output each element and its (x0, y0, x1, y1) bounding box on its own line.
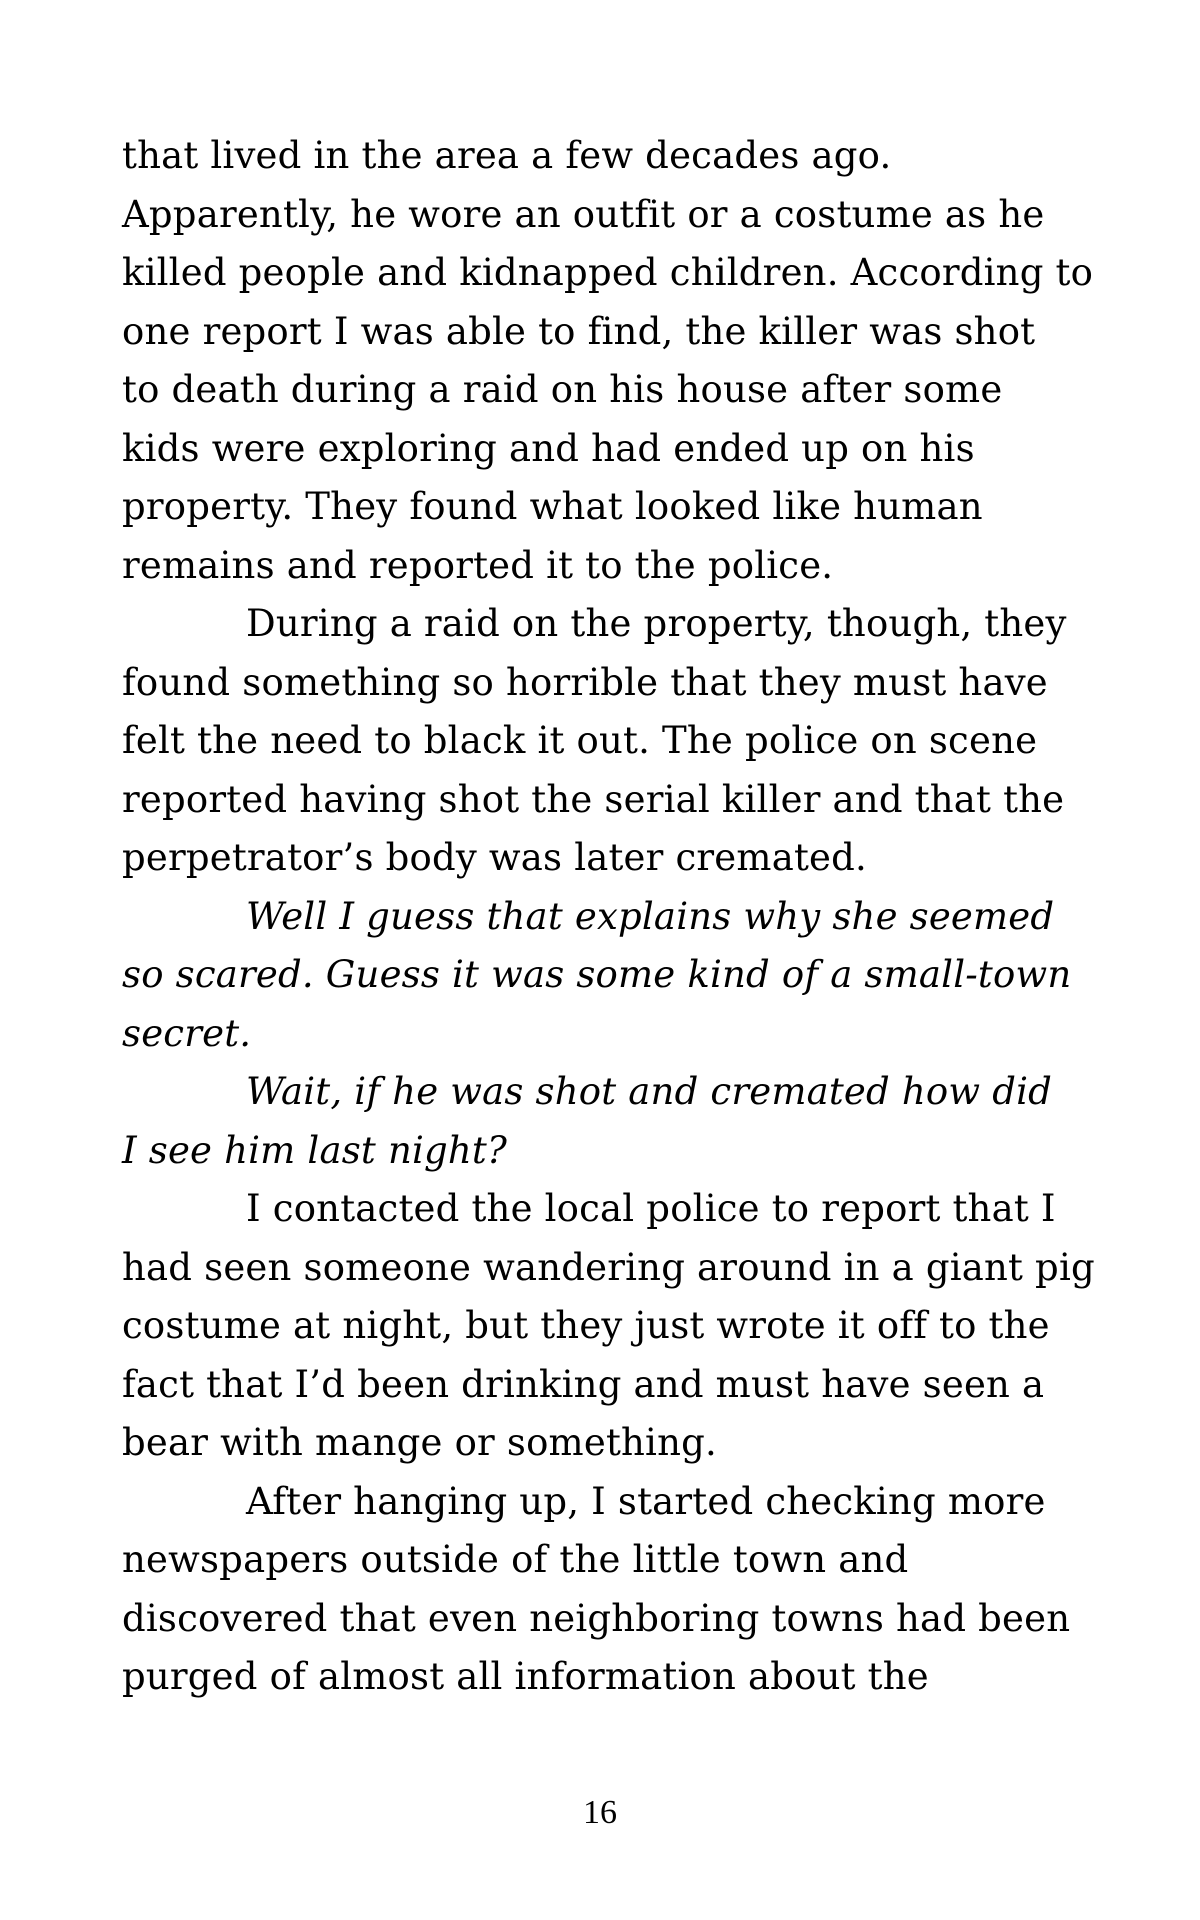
text-line: remains and reported it to the police. (122, 543, 834, 587)
paragraph-3-italic-thought (122, 888, 1112, 1064)
body-text (122, 127, 1112, 1707)
text-line: killed people and kidnapped children. According to (122, 251, 1094, 294)
text-line: so scared. Guess it was some kind of a small-town (122, 953, 1072, 996)
text-line: I contacted the local police to report that I (246, 1187, 1056, 1230)
text-line: felt the need to black it out. The police on scene (122, 719, 1038, 762)
text-line: bear with mange or something. (122, 1421, 717, 1464)
paragraph-1 (122, 127, 1112, 595)
text-line: found something so horrible that they must have (122, 660, 1048, 704)
text-line: discovered that even neighboring towns had been (122, 1596, 1071, 1640)
text-line: Wait, if he was shot and cremated how did (246, 1070, 1053, 1113)
paragraph-4-italic-thought (122, 1063, 1112, 1180)
text-line: After hanging up, I started checking more (246, 1479, 1046, 1523)
text-line: property. They found what looked like human (122, 485, 983, 528)
text-line: fact that I’d been drinking and must have seen a (122, 1362, 1045, 1406)
paragraph-5 (122, 1180, 1112, 1473)
text-line: had seen someone wandering around in a giant pig (122, 1245, 1095, 1289)
text-line: purged of almost all information about the (122, 1655, 929, 1698)
text-line: secret. (122, 1011, 252, 1055)
text-line: reported having shot the serial killer and that the (122, 777, 1065, 821)
text-line: During a raid on the property, though, they (246, 602, 1067, 645)
page-number: 16 (583, 1794, 617, 1831)
text-line: costume at night, but they just wrote it off to the (122, 1304, 1050, 1347)
text-line: Well I guess that explains why she seemed (246, 894, 1055, 938)
text-line: I see him last night? (122, 1128, 508, 1172)
text-line: newspapers outside of the little town and (122, 1538, 909, 1581)
paragraph-6 (122, 1473, 1112, 1707)
text-line: perpetrator’s body was later cremated. (122, 836, 867, 879)
text-line: Apparently, he wore an outfit or a costume as he (122, 192, 1045, 236)
text-line: that lived in the area a few decades ago. (122, 134, 892, 177)
paragraph-2 (122, 595, 1112, 888)
text-line: kids were exploring and had ended up on his (122, 426, 975, 470)
text-line: one report I was able to find, the killer was shot (122, 309, 1036, 353)
text-line: to death during a raid on his house after some (122, 368, 1003, 411)
